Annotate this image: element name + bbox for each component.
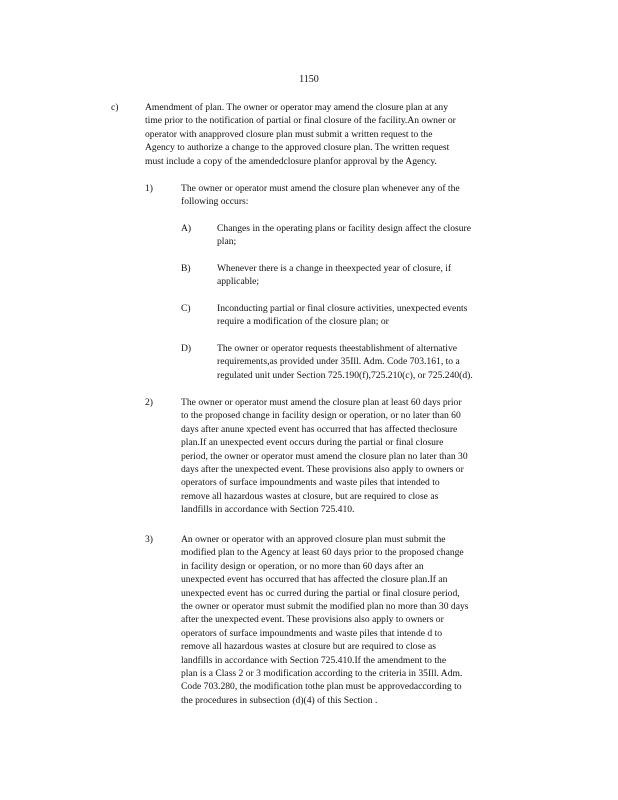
paragraph-line: plan is a Class 2 or 3 modification according to the criteria in 35Ill. Adm. bbox=[181, 668, 463, 680]
item-paragraph bbox=[181, 396, 468, 517]
paragraph-line: operators of surface impoundments and waste piles that intended to bbox=[181, 477, 440, 489]
paragraph-line: operators of surface impoundments and waste piles that intende d to bbox=[181, 627, 443, 639]
paragraph-line: plan.If an unexpected event occurs during the partial or final closure bbox=[181, 437, 444, 449]
subitem-label: B) bbox=[181, 263, 191, 274]
subitem-label: A) bbox=[181, 223, 192, 234]
paragraph-line: An owner or operator with an approved closure plan must submit the bbox=[181, 534, 446, 545]
paragraph-line: time prior to the notification of partial or final closure of the facility.An owner or bbox=[145, 115, 456, 127]
paragraph-line: Agency to authorize a change to the approved closure plan. The written request bbox=[145, 142, 450, 154]
page-number: 1150 bbox=[299, 74, 319, 85]
section-label: c) bbox=[111, 102, 119, 113]
paragraph-line: requirements,as provided under 35Ill. Adm. Code 703.161, to a bbox=[217, 356, 460, 368]
item-label: 3) bbox=[145, 534, 153, 545]
paragraph-line: remove all hazardous wastes at closure, but are required to close as bbox=[181, 490, 439, 502]
paragraph-line: must include a copy of the amendedclosure planfor approval by the Agency. bbox=[145, 155, 437, 167]
item-paragraph bbox=[181, 182, 460, 209]
paragraph-line: Whenever there is a change in theexpected year of closure, if bbox=[217, 263, 452, 274]
paragraph-line: plan; bbox=[217, 236, 237, 248]
paragraph-line: modified plan to the Agency at least 60 days prior to the proposed change bbox=[181, 547, 464, 559]
subitem-label: C) bbox=[181, 303, 191, 314]
paragraph-line: landfills in accordance with Section 725.410.If the amendment to the bbox=[181, 654, 447, 666]
paragraph-line: unexpected event has oc curred during the partial or final closure period, bbox=[181, 587, 460, 599]
paragraph-line: The owner or operator requests theestablishment of alternative bbox=[217, 343, 458, 354]
section-paragraph bbox=[145, 101, 456, 168]
paragraph-line: The owner or operator must amend the closure plan at least 60 days prior bbox=[181, 397, 462, 408]
paragraph-line: days after anune xpected event has occurred that has affected theclosure bbox=[181, 423, 458, 435]
paragraph-line: days after the unexpected event. These provisions also apply to owners or bbox=[181, 464, 464, 476]
paragraph-line: following occurs: bbox=[181, 196, 249, 208]
paragraph-line: The owner or operator must amend the closure plan whenever any of the bbox=[181, 183, 460, 194]
paragraph-line: Changes in the operating plans or facility design affect the closure bbox=[217, 223, 471, 234]
paragraph-line: unexpected event has occurred that has affected the closure plan.If an bbox=[181, 574, 448, 586]
paragraph-line: operator with anapproved closure plan must submit a written request to the bbox=[145, 128, 433, 140]
paragraph-line: landfills in accordance with Section 725.410. bbox=[181, 504, 355, 516]
paragraph-line: regulated unit under Section 725.190(f),725.210(c), or 725.240(d). bbox=[217, 369, 473, 381]
subitem-paragraph bbox=[217, 262, 451, 289]
subitem-paragraph bbox=[217, 302, 467, 329]
paragraph-line: the owner or operator must submit the modified plan no more than 30 days bbox=[181, 601, 469, 613]
item-paragraph bbox=[181, 533, 469, 707]
paragraph-line: the procedures in subsection (d)(4) of this Section . bbox=[181, 694, 378, 706]
paragraph-line: period, the owner or operator must amend the closure plan no later than 30 bbox=[181, 450, 468, 462]
paragraph-line: in facility design or operation, or no more than 60 days after an bbox=[181, 560, 424, 572]
paragraph-line: Inconducting partial or final closure activities, unexpected events bbox=[217, 303, 468, 314]
subitem-paragraph bbox=[217, 222, 471, 249]
paragraph-line: after the unexpected event. These provisions also apply to owners or bbox=[181, 614, 444, 626]
paragraph-line: Amendment of plan. The owner or operator may amend the closure plan at any bbox=[145, 102, 448, 113]
subitem-paragraph bbox=[217, 342, 473, 382]
paragraph-line: to the proposed change in facility design or operation, or no later than 60 bbox=[181, 410, 461, 422]
item-label: 2) bbox=[145, 397, 153, 408]
subitem-label: D) bbox=[181, 343, 192, 354]
item-label: 1) bbox=[145, 183, 153, 194]
paragraph-line: require a modification of the closure plan; or bbox=[217, 316, 389, 328]
paragraph-line: remove all hazardous wastes at closure but are required to close as bbox=[181, 641, 436, 653]
paragraph-line: Code 703.280, the modification tothe plan must be approvedaccording to bbox=[181, 681, 462, 693]
paragraph-line: applicable; bbox=[217, 276, 260, 288]
